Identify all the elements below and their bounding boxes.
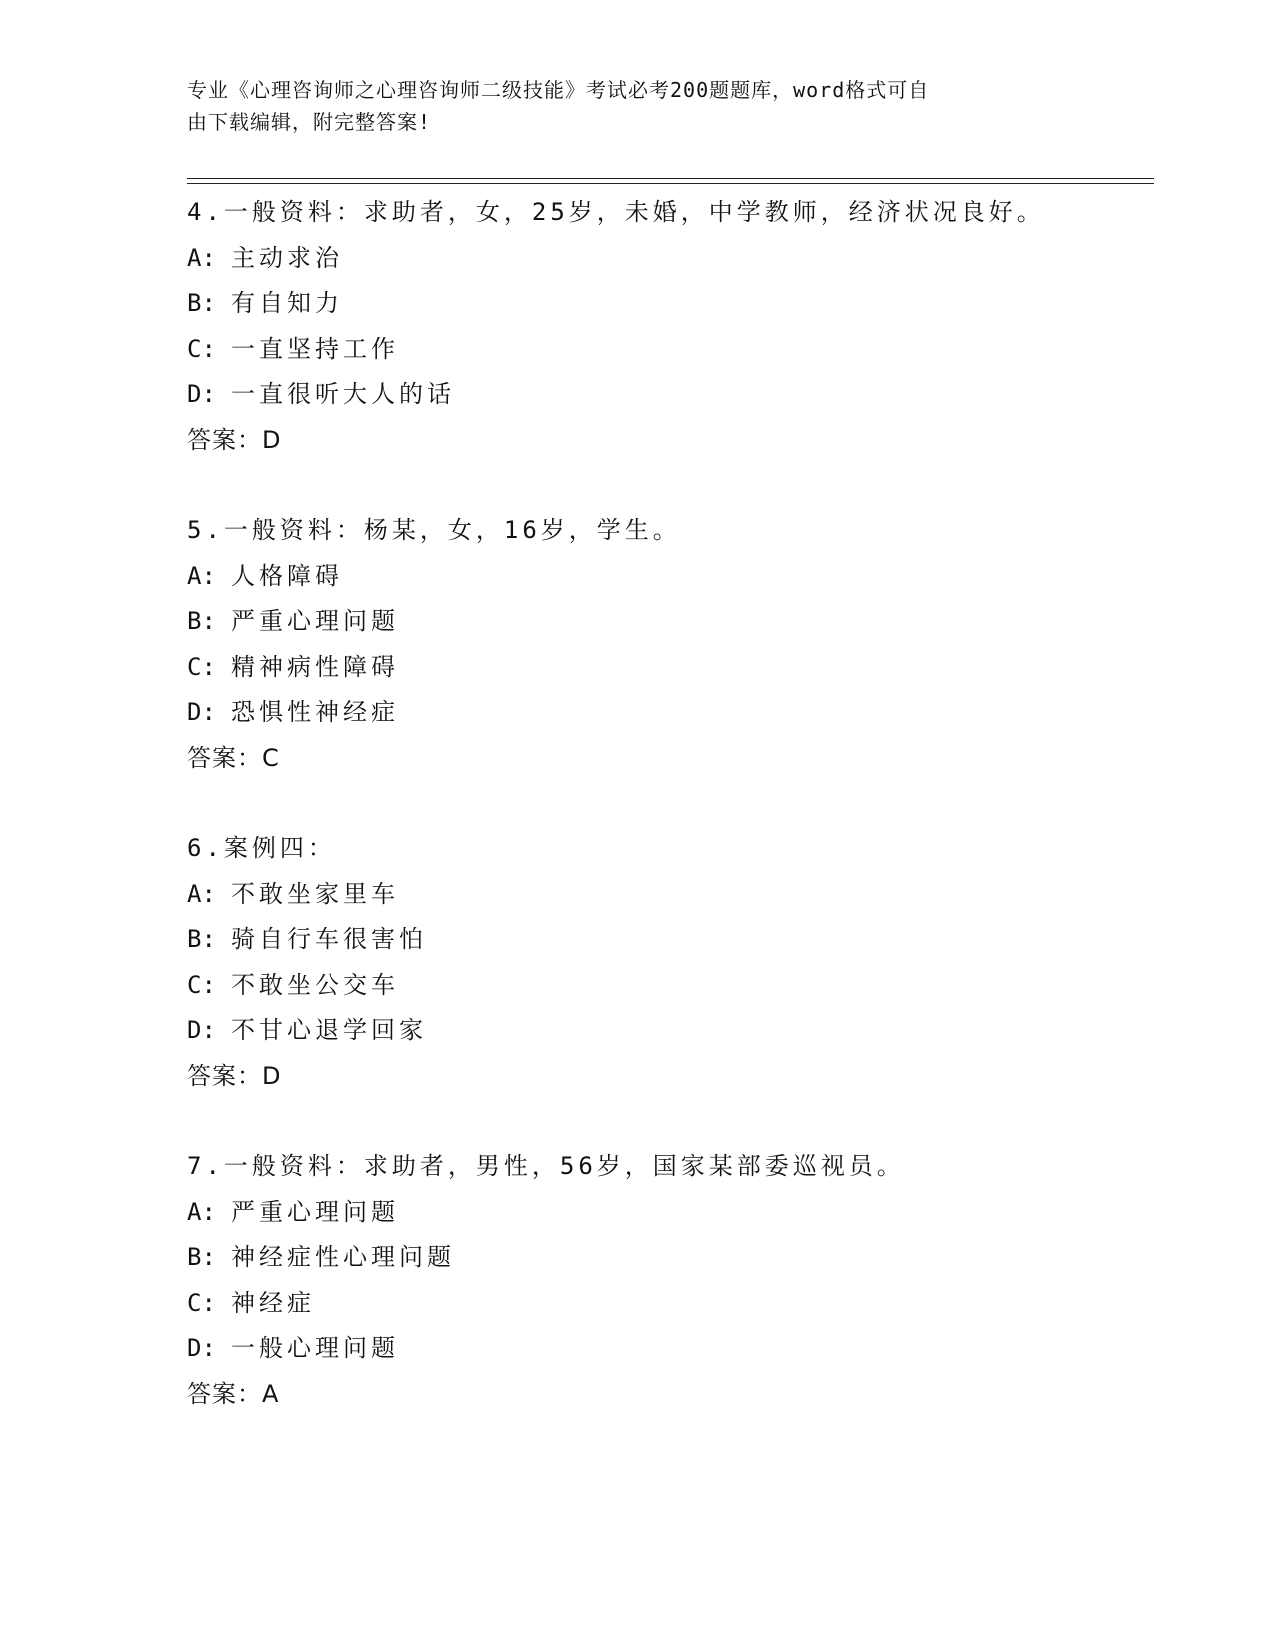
option-c [187,963,1147,1009]
option-key: D: [187,380,216,408]
option-text: 严重心理问题 [231,607,399,635]
option-key: A: [187,243,216,272]
option-key: B: [187,289,216,317]
option-b [187,917,1147,963]
option-c [187,1281,1147,1327]
option-key: D: [187,698,216,726]
option-key: B: [187,1243,216,1271]
option-b [187,281,1147,327]
question-stem: 5.一般资料：杨某，女，16岁，学生。 [187,516,681,544]
answer-line: 答案：C [187,743,280,772]
option-key: B: [187,925,216,953]
option-d [187,372,1147,418]
option-key: C: [187,1288,216,1317]
question-4 [187,190,1147,463]
option-c [187,645,1147,691]
question-6 [187,826,1147,1099]
option-text: 一般心理问题 [231,1334,399,1362]
answer-line: 答案：A [187,1379,280,1408]
option-b [187,599,1147,645]
option-a [187,872,1147,918]
option-text: 不甘心退学回家 [231,1016,427,1044]
option-text: 不敢坐家里车 [231,879,399,908]
option-text: 严重心理问题 [231,1197,399,1226]
option-b [187,1235,1147,1281]
option-text: 骑自行车很害怕 [231,925,427,953]
option-text: 主动求治 [231,243,343,272]
option-d [187,1008,1147,1054]
option-text: 人格障碍 [231,561,343,590]
option-key: C: [187,970,216,999]
option-key: C: [187,652,216,681]
option-a [187,236,1147,282]
question-stem: 4.一般资料：求助者，女，25岁，未婚，中学教师，经济状况良好。 [187,198,1045,226]
option-d [187,690,1147,736]
question-stem: 7.一般资料：求助者，男性，56岁，国家某部委巡视员。 [187,1152,905,1180]
header-line-2: 由下载编辑，附完整答案! [187,110,432,134]
header-divider-bottom [187,183,1154,184]
option-a [187,1190,1147,1236]
option-text: 神经症性心理问题 [231,1243,455,1271]
question-stem: 6.案例四： [187,834,336,862]
option-text: 恐惧性神经症 [231,698,399,726]
option-key: A: [187,1197,216,1226]
answer-line: 答案：D [187,425,282,454]
option-c [187,327,1147,373]
option-key: D: [187,1334,216,1362]
option-text: 精神病性障碍 [231,652,399,681]
header-line-1: 专业《心理咨询师之心理咨询师二级技能》考试必考200题题库，word格式可自 [187,78,930,102]
option-key: A: [187,879,216,908]
option-text: 不敢坐公交车 [231,970,399,999]
option-text: 一直很听大人的话 [231,380,455,408]
document-header [187,74,1067,138]
option-key: C: [187,334,216,363]
option-key: B: [187,607,216,635]
option-text: 一直坚持工作 [231,334,399,363]
answer-line: 答案：D [187,1061,282,1090]
option-key: D: [187,1016,216,1044]
header-divider-top [187,178,1154,179]
question-5 [187,508,1147,781]
option-text: 神经症 [231,1288,315,1317]
question-list [187,190,1147,1462]
question-7 [187,1144,1147,1417]
option-d [187,1326,1147,1372]
option-key: A: [187,561,216,590]
option-a [187,554,1147,600]
option-text: 有自知力 [231,289,343,317]
